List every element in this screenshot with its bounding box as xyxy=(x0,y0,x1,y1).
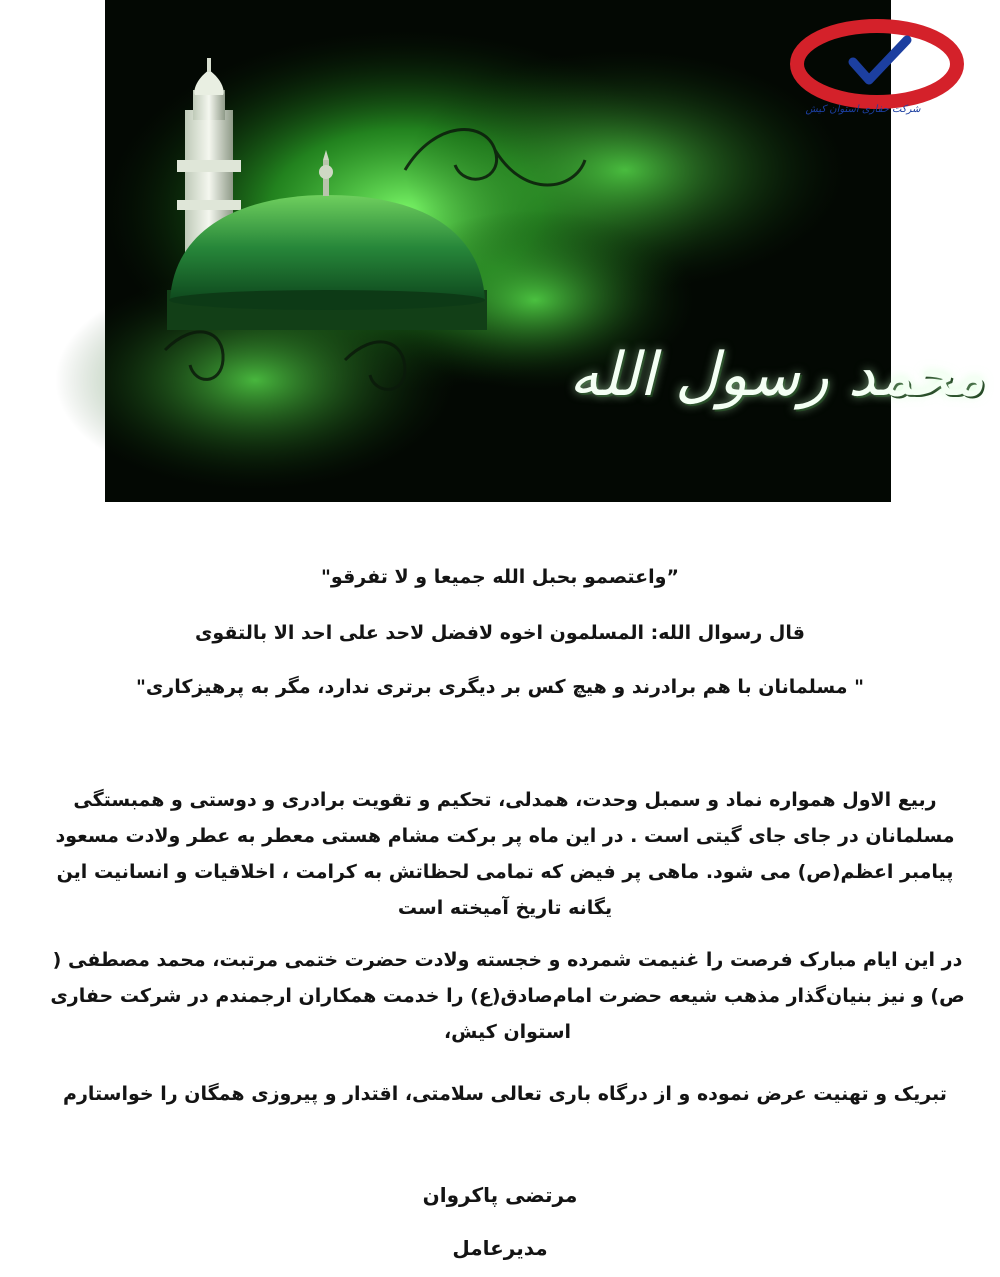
message-paragraph-3: تبریک و تهنیت عرض نموده و از درگاه باری تعالی سلامتی، اقتدار و پیروزی همگان را خواستارم xyxy=(63,1083,947,1105)
signature-name: مرتضی پاکروان xyxy=(422,1183,578,1207)
message-paragraph-1: ربیع الاول همواره نماد و سمبل وحدت، همدلی، تحکیم و تقویت برادری و دوستی و همبستگی مسلمانان در جای جای گیتی است . در این ماه پر برکت مشام هستی معطر به عطر ولادت مسعود پیامبر اعظم(ص) می شود. ماهی پر فیض که تمامی لحظاتش به کرامت ، اخلاقیات و انسانیت این یگانه تاریخ آمیخته است xyxy=(55,789,955,919)
message-paragraph-2: در این ایام مبارک فرصت را غنیمت شمرده و خجسته ولادت حضرت ختمی مرتبت، محمد مصطفی ( ص) و نیز بنیان‌گذار مذهب شیعه حضرت امام‌صادق(ع) را خدمت همکاران ارجمندم در شرکت حفاری استوان کیش، xyxy=(50,949,965,1043)
header-banner-image xyxy=(105,0,985,502)
hadith-arabic: قال رسوال الله: المسلمون اخوه لافضل لاحد علی احد الا بالتقوی xyxy=(195,622,805,644)
calligraphy-text: محمد رسول الله xyxy=(568,340,985,410)
quran-verse: ”واعتصمو بحبل الله جمیعا و لا تفرقو" xyxy=(321,566,679,588)
signature-title: مدیرعامل xyxy=(452,1236,548,1260)
company-logo-icon xyxy=(791,18,963,110)
hadith-translation: " مسلمانان با هم برادرند و هیچ کس بر دیگری برتری ندارد، مگر به پرهیزکاری" xyxy=(135,676,865,698)
logo-caption: شرکت حفاری استوان کیش xyxy=(805,104,921,115)
